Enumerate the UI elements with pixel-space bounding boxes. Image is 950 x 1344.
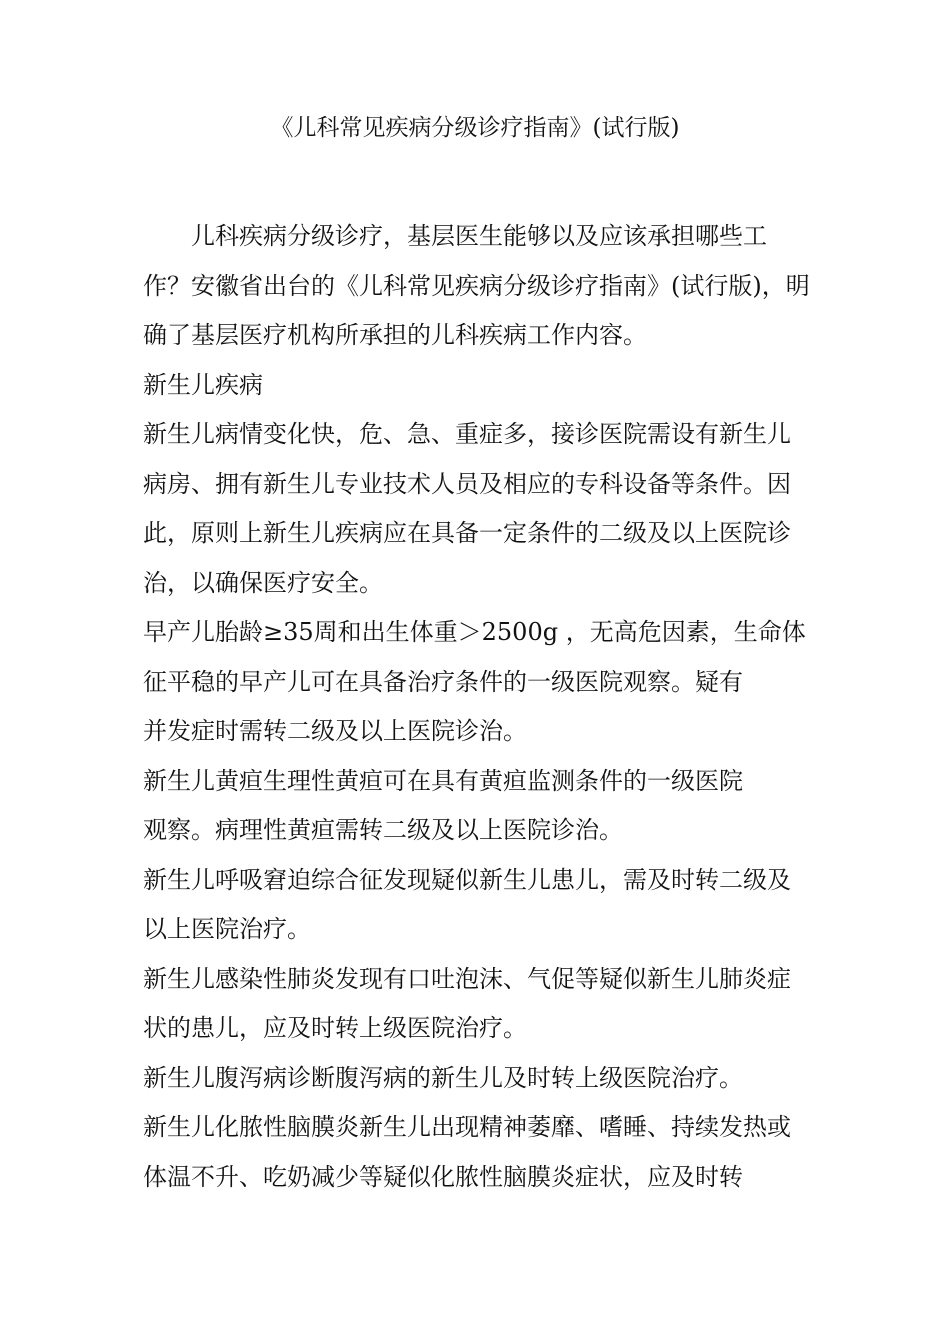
- document-title: 《儿科常见疾病分级诊疗指南》(试行版): [270, 115, 680, 141]
- paragraph-newborn-overview: 新生儿病情变化快，危、急、重症多，接诊医院需设有新生儿病房、拥有新生儿专业技术人员及相应的专科设备等条件。因此，原则上新生儿疾病应在具备一定条件的二级及以上医院诊治，以确保医疗安全。: [143, 420, 791, 597]
- document-body: [143, 212, 813, 1202]
- section-heading-newborn-diseases: 新生儿疾病: [143, 370, 263, 399]
- intro-paragraph: 儿科疾病分级诊疗，基层医生能够以及应该承担哪些工作？安徽省出台的《儿科常见疾病分级诊疗指南》(试行版)，明确了基层医疗机构所承担的儿科疾病工作内容。: [143, 222, 810, 349]
- paragraph-neonatal-jaundice: 新生儿黄疸生理性黄疸可在具有黄疸监测条件的一级医院 观察。病理性黄疸需转二级及以上医院诊治。: [143, 766, 743, 844]
- paragraph-premature-infant: 早产儿胎龄≥35周和出生体重＞2500g ，无高危因素，生命体征平稳的早产儿可在具备治疗条件的一级医院观察。疑有 并发症时需转二级及以上医院诊治。: [143, 618, 806, 745]
- paragraph-respiratory-distress: 新生儿呼吸窘迫综合征发现疑似新生儿患儿，需及时转二级及以上医院治疗。: [143, 865, 791, 943]
- paragraph-purulent-meningitis: 新生儿化脓性脑膜炎新生儿出现精神萎靡、嗜睡、持续发热或体温不升、吃奶减少等疑似化脓性脑膜炎症状，应及时转: [143, 1113, 791, 1191]
- paragraph-infectious-pneumonia: 新生儿感染性肺炎发现有口吐泡沫、气促等疑似新生儿肺炎症状的患儿，应及时转上级医院治疗。: [143, 964, 791, 1042]
- paragraph-neonatal-diarrhea: 新生儿腹泻病诊断腹泻病的新生儿及时转上级医院治疗。: [143, 1063, 743, 1092]
